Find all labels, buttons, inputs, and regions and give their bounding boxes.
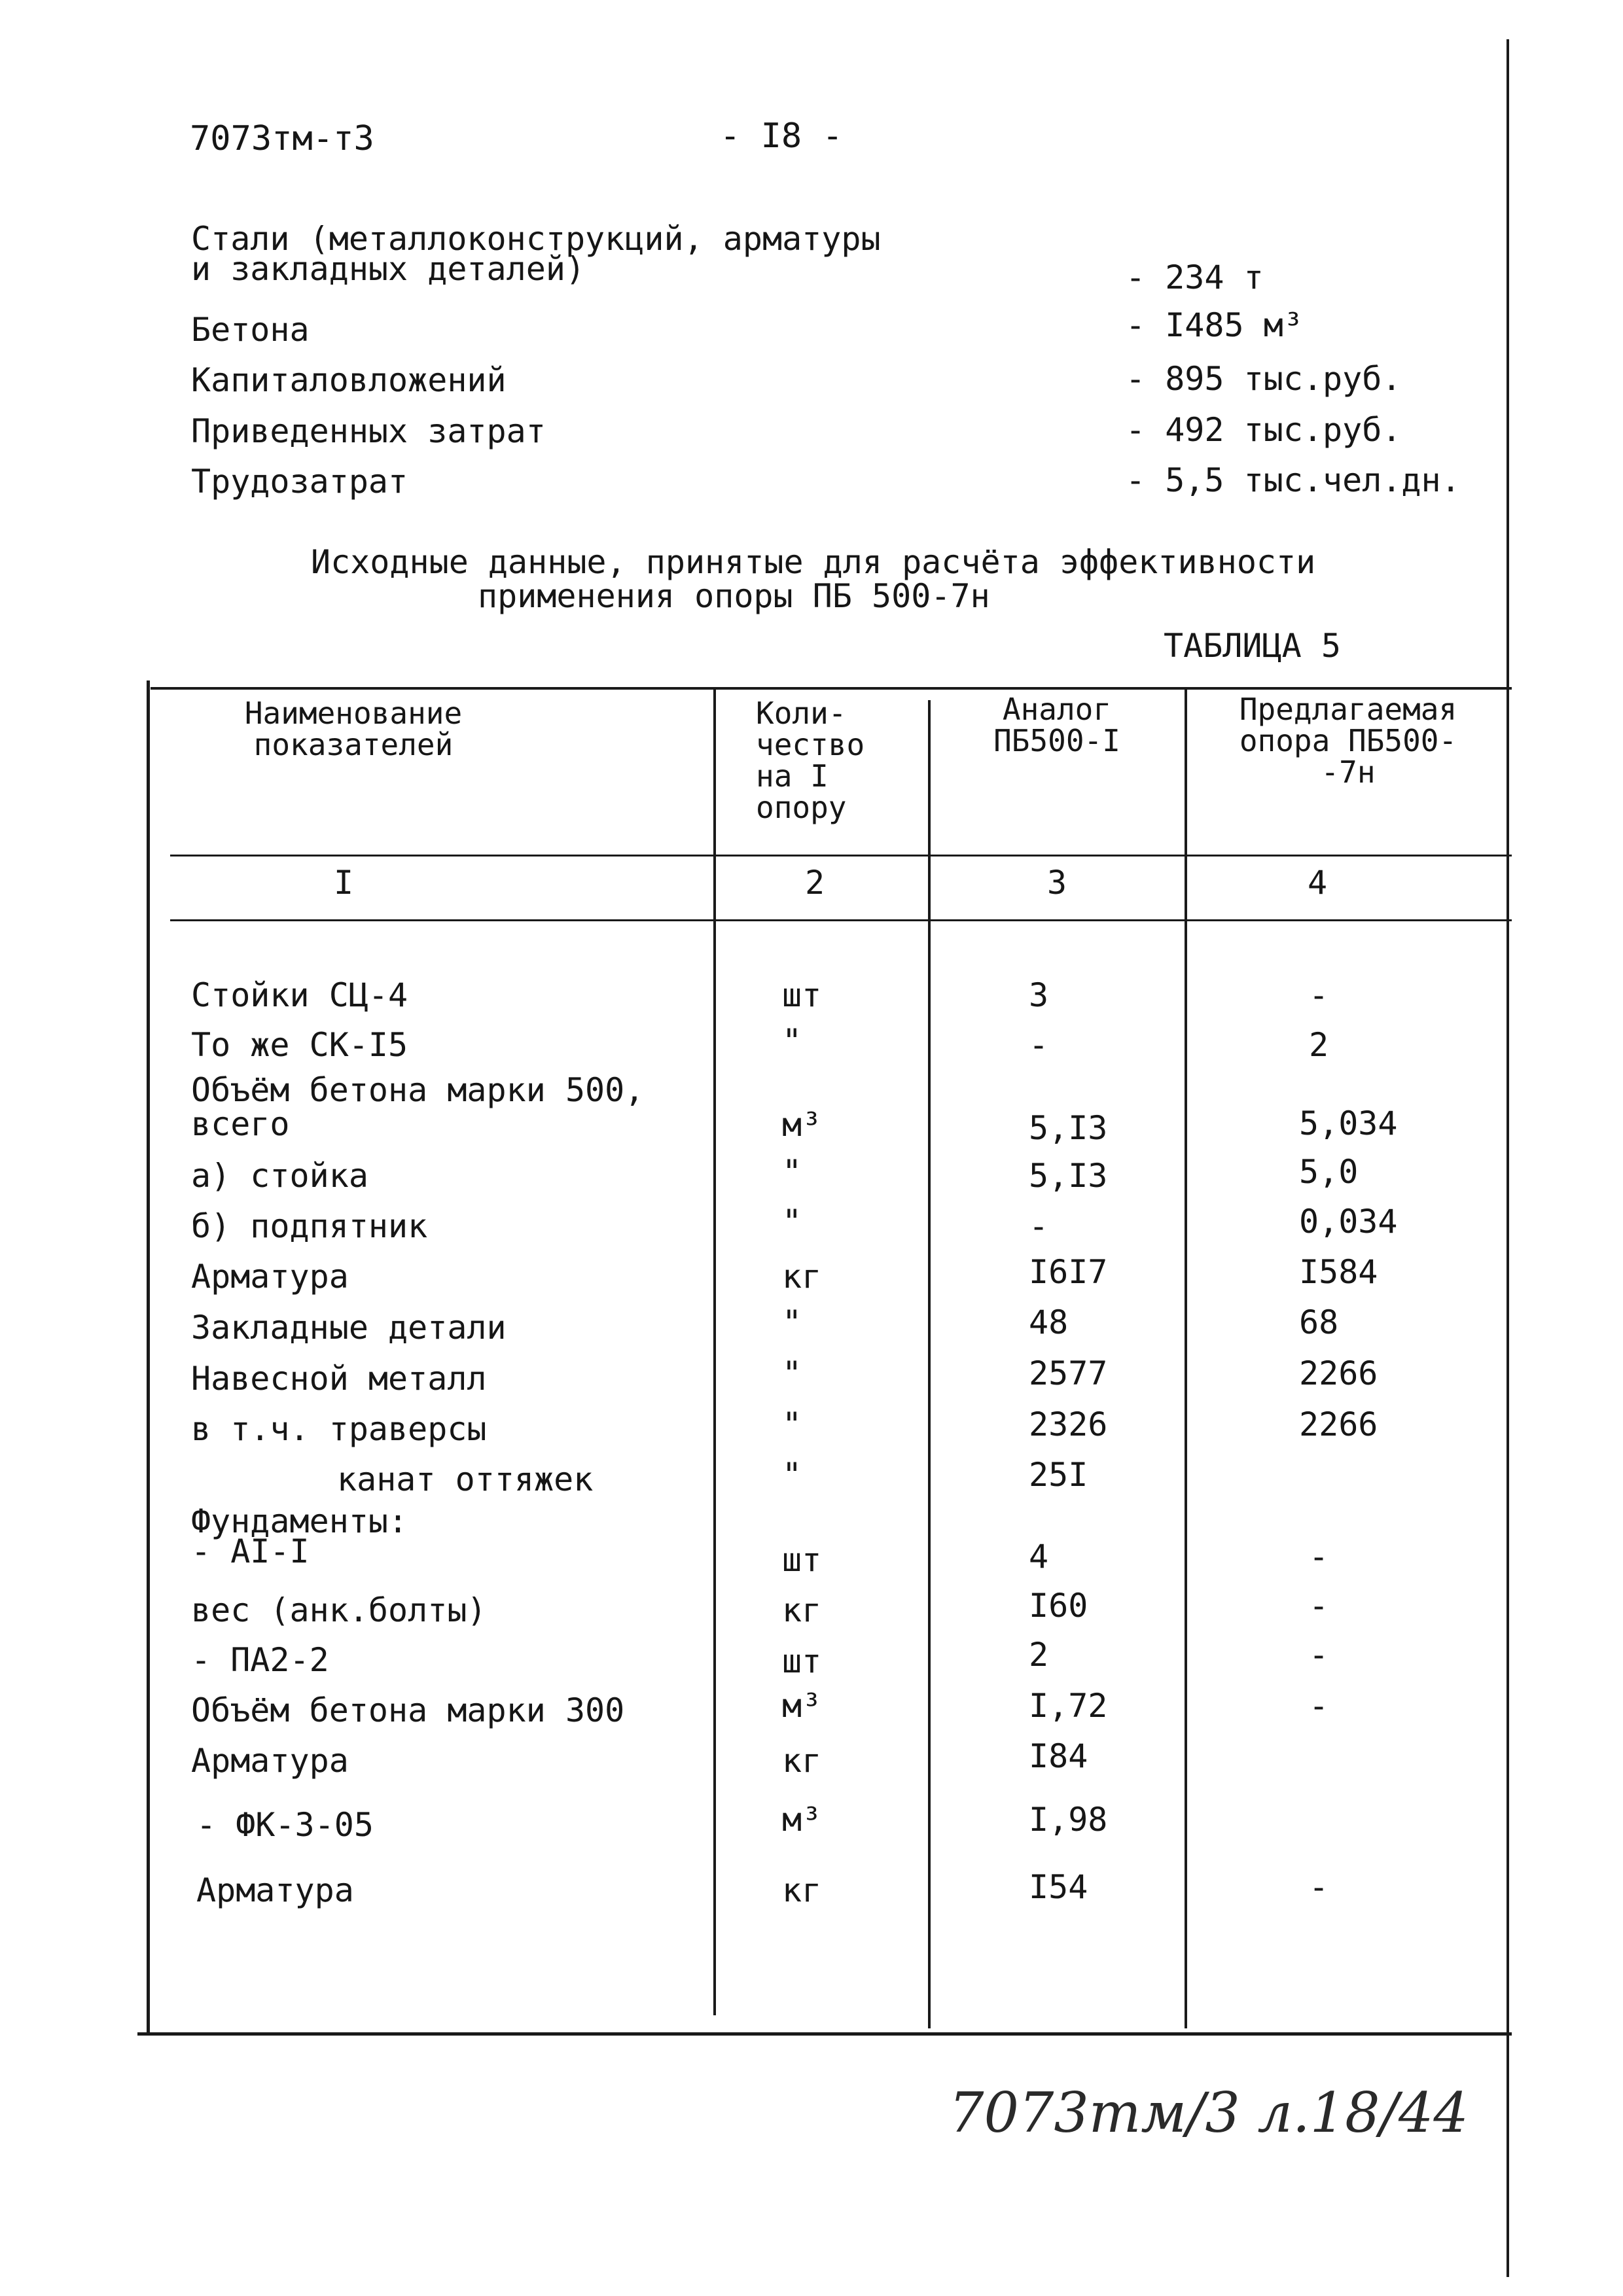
row-name: б) подпятник xyxy=(191,1207,428,1245)
row-unit: кг xyxy=(782,1871,822,1909)
row-name: в т.ч. траверсы xyxy=(191,1410,487,1448)
column-number: 4 xyxy=(1308,864,1328,902)
row-proposed: - xyxy=(1309,1868,1329,1906)
column-header-proposed: Предлагаемая опора ПБ500- -7н xyxy=(1239,692,1457,790)
row-proposed: - xyxy=(1309,976,1329,1014)
row-unit: шт xyxy=(782,1541,822,1579)
row-unit: " xyxy=(782,1022,802,1060)
row-analog: 2577 xyxy=(1029,1354,1108,1392)
summary-label: Приведенных затрат xyxy=(191,412,546,450)
summary-value: - 492 тыс.руб. xyxy=(1126,411,1402,449)
row-proposed: 2 xyxy=(1309,1026,1329,1064)
row-unit: м³ xyxy=(782,1801,822,1839)
row-proposed: - xyxy=(1309,1687,1329,1725)
summary-label: Бетона xyxy=(191,311,310,349)
row-analog: I84 xyxy=(1029,1737,1088,1775)
row-name: Объём бетона марки 500, всего xyxy=(191,1071,645,1143)
row-unit: " xyxy=(782,1456,802,1494)
column-header-name: Наименование показателей xyxy=(244,696,463,762)
row-analog: I,72 xyxy=(1029,1687,1108,1725)
row-name: Закладные детали xyxy=(191,1309,507,1347)
row-analog: I54 xyxy=(1029,1868,1088,1906)
table-left-border xyxy=(147,680,150,2035)
row-unit: кг xyxy=(782,1258,822,1296)
row-unit: кг xyxy=(782,1742,822,1780)
summary-value: - 5,5 тыс.чел.дн. xyxy=(1126,461,1461,499)
row-proposed: 5,034 xyxy=(1299,1104,1398,1142)
row-analog: 4 xyxy=(1029,1538,1049,1576)
row-unit: " xyxy=(782,1354,802,1392)
row-name: канат оттяжек xyxy=(337,1460,594,1498)
row-name: Навесной металл xyxy=(191,1360,487,1398)
row-analog: 48 xyxy=(1029,1303,1069,1341)
row-name: Арматура xyxy=(196,1871,354,1909)
row-proposed: I584 xyxy=(1299,1253,1378,1291)
row-analog: 5,I3 xyxy=(1029,1109,1108,1147)
row-proposed: 68 xyxy=(1299,1303,1339,1341)
row-unit: кг xyxy=(782,1591,822,1629)
table-number-label: ТАБЛИЦА 5 xyxy=(1164,627,1341,665)
row-analog: - xyxy=(1029,1026,1049,1064)
summary-label: Трудозатрат xyxy=(191,463,408,501)
header-rule xyxy=(170,855,1512,857)
table-top-rule xyxy=(151,687,1512,690)
row-name: Стойки СЦ-4 xyxy=(191,976,408,1014)
row-analog: 2326 xyxy=(1029,1405,1108,1443)
row-name: - ФК-3-05 xyxy=(196,1806,374,1844)
number-row-rule xyxy=(170,919,1512,921)
row-name: Арматура xyxy=(191,1742,349,1780)
column-number: 3 xyxy=(1047,864,1067,902)
row-analog: I6I7 xyxy=(1029,1253,1108,1291)
row-analog: 25I xyxy=(1029,1456,1088,1494)
row-name: Арматура xyxy=(191,1258,349,1296)
row-proposed: 2266 xyxy=(1299,1354,1378,1392)
table-caption-line2: применения опоры ПБ 500-7н xyxy=(478,577,990,615)
row-proposed: 2266 xyxy=(1299,1405,1378,1443)
row-name: а) стойка xyxy=(191,1157,368,1195)
column-number: I xyxy=(334,864,354,902)
table-bottom-rule xyxy=(137,2032,1512,2036)
row-proposed: - xyxy=(1309,1587,1329,1625)
row-unit: шт xyxy=(782,1642,822,1680)
column-header-quantity: Коли- чество на I опору xyxy=(756,696,865,825)
row-analog: I,98 xyxy=(1029,1801,1108,1839)
row-analog: I60 xyxy=(1029,1587,1088,1625)
summary-value: - I485 м³ xyxy=(1126,306,1303,344)
row-proposed: - xyxy=(1309,1636,1329,1674)
row-analog: 5,I3 xyxy=(1029,1157,1108,1195)
row-unit: " xyxy=(782,1303,802,1341)
page-number: - I8 - xyxy=(720,116,843,156)
row-analog: 3 xyxy=(1029,976,1049,1014)
column-divider xyxy=(1185,687,1187,2028)
summary-label: Стали (металлоконструкций, арматуры и закладных деталей) xyxy=(191,220,881,288)
row-unit: м³ xyxy=(782,1106,822,1144)
row-unit: " xyxy=(782,1153,802,1191)
row-analog: 2 xyxy=(1029,1636,1049,1674)
column-divider xyxy=(713,687,716,2015)
row-unit: " xyxy=(782,1405,802,1443)
row-name: вес (анк.болты) xyxy=(191,1591,487,1629)
row-proposed: - xyxy=(1309,1538,1329,1576)
row-proposed: 5,0 xyxy=(1299,1153,1359,1191)
handwritten-note: 7073тм/3 л.18/44 xyxy=(949,2081,1469,2145)
document-code: 7073тм-т3 xyxy=(190,119,374,158)
column-header-analog: Аналог ПБ500-I xyxy=(993,692,1120,758)
summary-label: Капиталовложений xyxy=(191,361,507,399)
row-analog: - xyxy=(1029,1207,1049,1245)
row-name: Объём бетона марки 300 xyxy=(191,1691,625,1729)
column-divider xyxy=(928,700,931,2028)
row-unit: шт xyxy=(782,976,822,1014)
summary-value: - 895 тыс.руб. xyxy=(1126,360,1402,398)
row-unit: м³ xyxy=(782,1687,822,1725)
column-number: 2 xyxy=(805,864,825,902)
summary-value: - 234 т xyxy=(1126,258,1264,296)
row-name: - ПА2-2 xyxy=(191,1641,329,1679)
row-unit: " xyxy=(782,1203,802,1241)
row-proposed: 0,034 xyxy=(1299,1203,1398,1241)
margin-line xyxy=(1507,39,1509,2277)
table-caption-line1: Исходные данные, принятые для расчёта эффективности xyxy=(311,543,1316,581)
row-name: Фундаменты: - АI-I xyxy=(191,1502,408,1570)
row-name: То же СК-I5 xyxy=(191,1026,408,1064)
